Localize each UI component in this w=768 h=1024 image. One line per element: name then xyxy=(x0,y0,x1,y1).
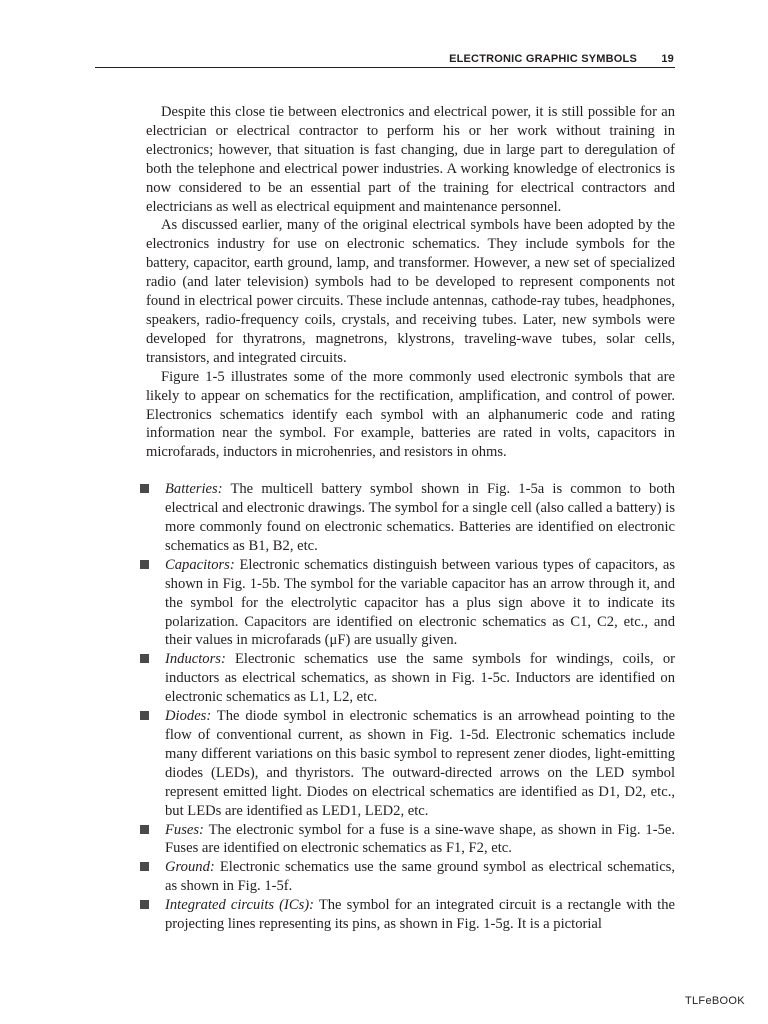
list-item-text: Electronic schematics use the same ground symbol as electrical schematics, as shown in Fig. 1-5f. xyxy=(165,859,675,895)
paragraph: Figure 1-5 illustrates some of the more commonly used electronic symbols that are likely to appear on schematics for the rectification, amplification, and control of power. Electronics schematics identify each symbol with an alphanumeric code and rating information near the symbol. For example, batteries are rated in volts, capacitors in microfarads, inductors in microhenries, and resistors in ohms. xyxy=(146,368,675,461)
paragraph: Despite this close tie between electronics and electrical power, it is still possible for an electrician or electrical contractor to perform his or her work without training in electronics; however, that situation is fast changing, due in large part to deregulation of both the telephone and electrical power industries. A working knowledge of electronics is now considered to be an essential part of the training for electrical contractors and electricians as well as electrical equipment and maintenance personnel. xyxy=(146,104,675,215)
section-title: ELECTRONIC GRAPHIC SYMBOLS xyxy=(449,53,637,65)
footer-watermark: TLFeBOOK xyxy=(685,995,745,1007)
list-item-term: Ground: xyxy=(165,859,215,876)
bullet-square-icon xyxy=(140,862,149,871)
list-item-text: The symbol for an integrated circuit is a rectangle with the projecting lines representing its pins, as shown in Fig. 1-5g. It is a pictorial xyxy=(165,897,675,933)
list-item-term: Integrated circuits (ICs): xyxy=(165,897,315,914)
list-item xyxy=(146,896,675,934)
list-item-text: Electronic schematics use the same symbols for windings, coils, or inductors as electrical schematics, as shown in Fig. 1-5c. Inductors are identified on electronic schematics as L1, L2, etc. xyxy=(165,651,675,706)
list-item xyxy=(146,556,675,651)
paragraph: As discussed earlier, many of the original electrical symbols have been adopted by the electronics industry for use on electronic schematics. They include symbols for the battery, capacitor, earth ground, lamp, and transformer. However, a new set of specialized radio (and later television) symbols had to be developed to represent components not found in electrical power circuits. These include antennas, cathode-ray tubes, headphones, speakers, radio-frequency coils, crystals, and receiving tubes. Later, new symbols were developed for thyratrons, magnetrons, klystrons, traveling-wave tubes, solar cells, transistors, and integrated circuits. xyxy=(146,217,675,366)
list-item-text: The multicell battery symbol shown in Fig. 1-5a is common to both electrical and electronic drawings. The symbol for a single cell (also called a battery) is more commonly found on electronic schematics. Batteries are identified on electronic schematics as B1, B2, etc. xyxy=(165,481,675,554)
list-item xyxy=(146,821,675,859)
bullet-square-icon xyxy=(140,711,149,720)
list-item xyxy=(146,650,675,707)
list-item xyxy=(146,707,675,820)
bullet-square-icon xyxy=(140,825,149,834)
list-item-text: The diode symbol in electronic schematics is an arrowhead pointing to the flow of conventional current, as shown in Fig. 1-5d. Electronic schematics include many different variations on this basic symbol to represent zener diodes, light-emitting diodes (LEDs), and thyristors. The outward-directed arrows on the LED symbol represent emitted light. Diodes on electrical schematics are identified as D1, D2, etc., but LEDs are identified as LED1, LED2, etc. xyxy=(165,708,675,819)
bullet-square-icon xyxy=(140,654,149,663)
bullet-square-icon xyxy=(140,484,149,493)
list-item-term: Diodes: xyxy=(165,708,212,725)
list-item-term: Fuses: xyxy=(165,821,204,838)
running-header xyxy=(95,53,675,68)
list-item-term: Inductors: xyxy=(165,651,226,668)
list-item-term: Capacitors: xyxy=(165,556,235,573)
page-body xyxy=(146,103,675,934)
symbol-list xyxy=(146,480,675,934)
list-item-text: Electronic schematics distinguish between various types of capacitors, as shown in Fig. 1-5b. The symbol for the variable capacitor has an arrow through it, and the symbol for the electrolytic capacitor has a plus sign above it to indicate its polarization. Capacitors are identified on electronic schematics as C1, C2, etc., and their values in microfarads (μF) are usually given. xyxy=(165,556,675,649)
list-item xyxy=(146,480,675,556)
list-item-text: The electronic symbol for a fuse is a sine-wave shape, as shown in Fig. 1-5e. Fuses are identified on electronic schematics as F1, F2, etc. xyxy=(165,821,675,857)
list-item-term: Batteries: xyxy=(165,481,223,498)
list-item xyxy=(146,858,675,896)
bullet-square-icon xyxy=(140,560,149,569)
page-number: 19 xyxy=(661,53,674,65)
bullet-square-icon xyxy=(140,900,149,909)
